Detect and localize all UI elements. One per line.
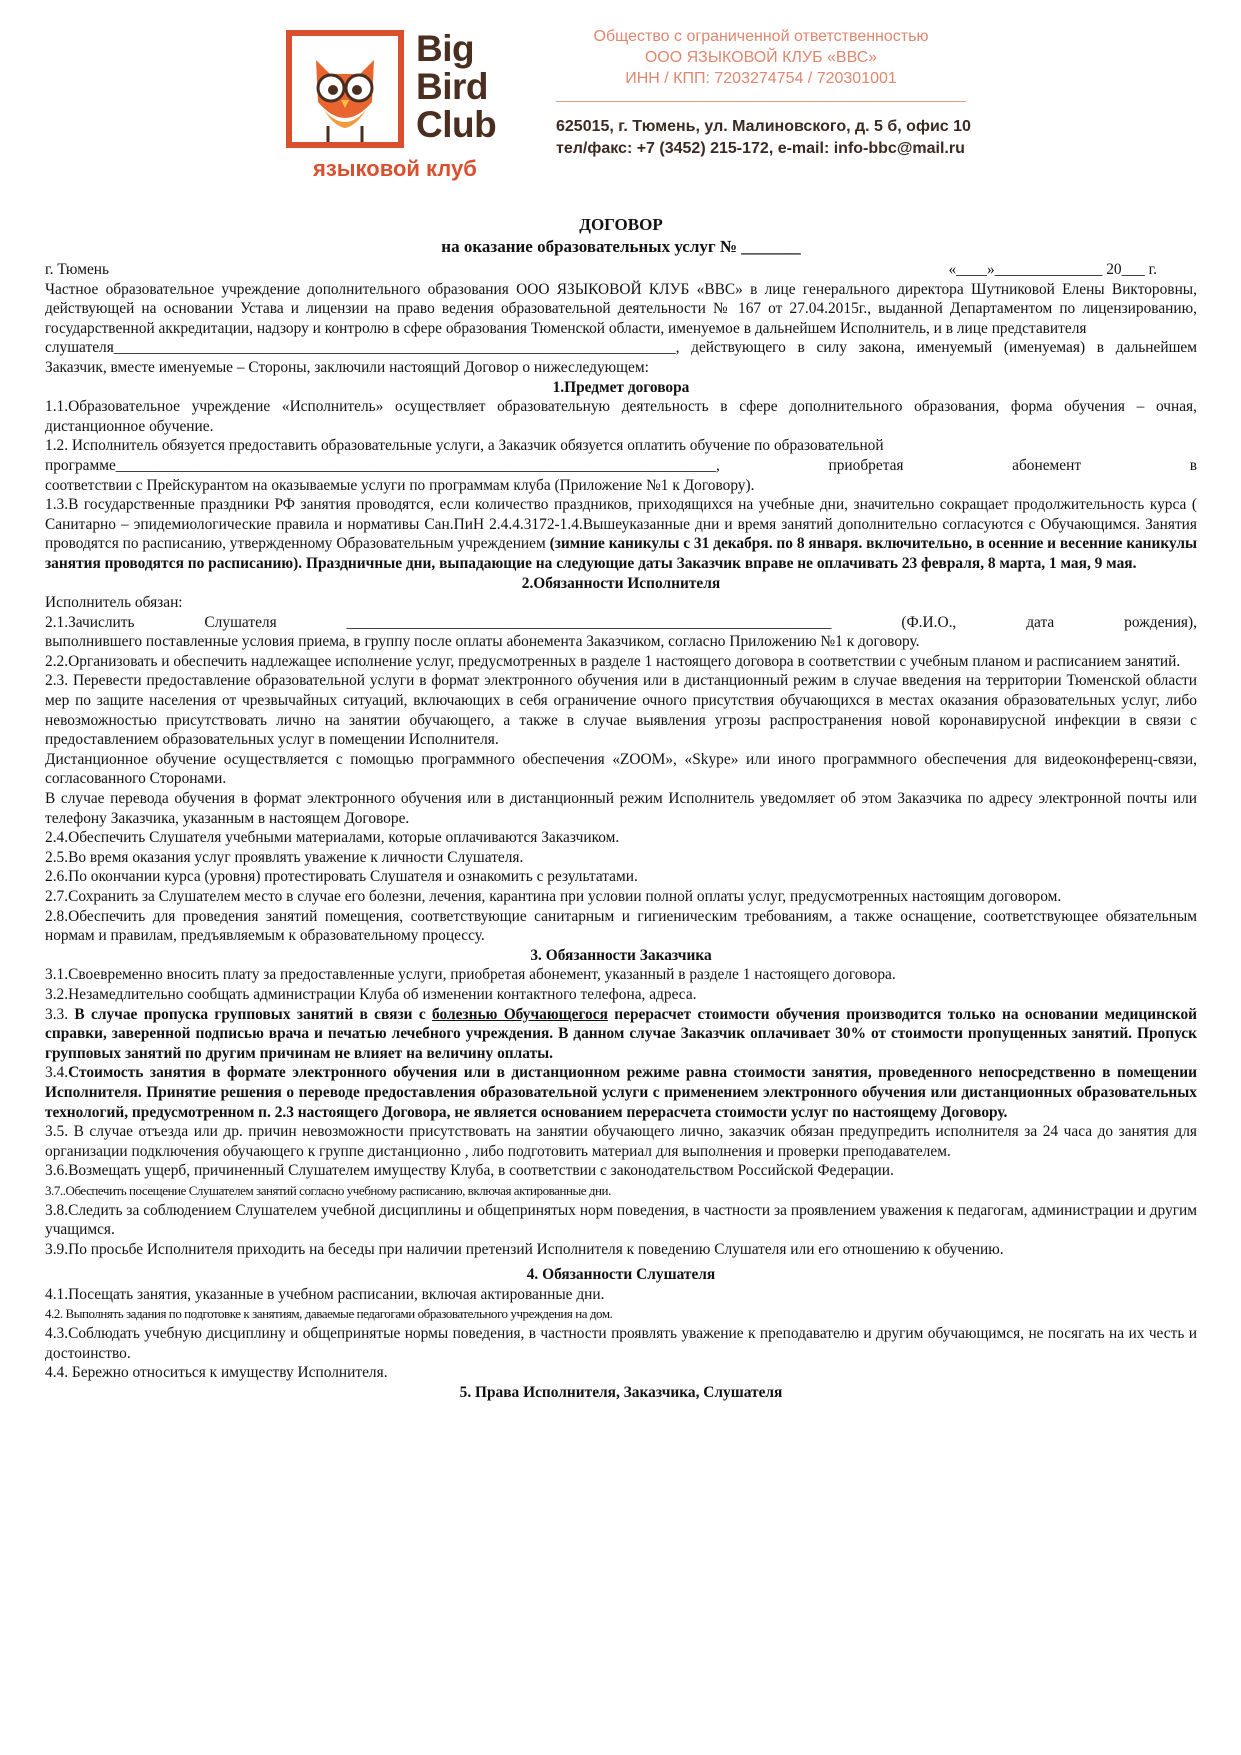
clause-2-2: 2.2.Организовать и обеспечить надлежащее исполнение услуг, предусмотренных в разделе 1 настоящего договора в соответствии с учебным планом и расписанием занятий. — [45, 652, 1181, 670]
clause-3-3 — [45, 1005, 1197, 1064]
company-logo — [286, 30, 524, 182]
letterhead-divider — [556, 101, 966, 102]
clause-2-1-continued: выполнившего поставленные условия приема, в группу после оплаты абонемента Заказчиком, согласно Приложению №1 к договору. — [45, 633, 920, 651]
section-heading: 2.Обязанности Исполнителя — [521, 574, 721, 592]
clause-3-1: 3.1.Своевременно вносить плату за предоставленные услуги, приобретая абонемент, указанный в разделе 1 настоящего договора. — [45, 966, 896, 984]
clause-1-3-bold: (зимние каникулы с 31 декабря. по 8 января. включительно, в осенние и весенние каникулы занятия проводятся по расписанию). Праздничные дни, выпадающие на следующие даты Заказчик вправе не оплачивать 23 февраля, 8 марта, 1 мая, 9 мая. — [45, 535, 1198, 572]
clause-4-3: 4.3.Соблюдать учебную дисциплину и общепринятые нормы поведения, в частности проявлять уважение к преподавателю и другим обучающимся, не посягать на их честь и достоинство. — [45, 1325, 1197, 1362]
contract-date-blank: «____»______________ 20___ г. — [948, 261, 1157, 278]
section-heading: 5. Права Исполнителя, Заказчика, Слушателя — [459, 1383, 783, 1401]
clause-word: приобретая — [828, 456, 904, 474]
clause-word: 2.1.Зачислить — [45, 613, 135, 631]
company-inn-kpp: ИНН / КПП: 7203274754 / 720301001 — [625, 70, 897, 87]
clause-3-3-text-a: В случае пропуска групповых занятий в связи с — [74, 1005, 432, 1023]
preamble-paragraph: Частное образовательное учреждение дополнительного образования ООО ЯЗЫКОВОЙ КЛУБ «ВВС» в лице генерального директора Шутниковой Елены Викторовны, действующей на основании Устава и лицензии на право ведения образовательной деятельности № 167 от 27.04.2015г., выданной Департаментом по лицензированию, государственной аккредитации, надзору и контролю в сфере образования Тюменской области, именуемое в дальнейшем Исполнитель, и в лице представителя — [45, 280, 1197, 337]
clause-4-1: 4.1.Посещать занятия, указанные в учебном расписании, включая актированные дни. — [45, 1285, 605, 1303]
city-date-row — [45, 260, 1197, 280]
section-heading: 1.Предмет договора — [552, 378, 690, 396]
logo-name-line1: Big — [416, 28, 475, 69]
clause-3-4-number: 3.4. — [45, 1064, 69, 1082]
clause-1-3 — [45, 495, 1197, 573]
clause-2-1-line — [45, 613, 1197, 633]
clause-3-8: 3.8.Следить за соблюдением Слушателем учебной дисциплины и общепринятых норм поведения, в частности за проявлением уважения к педагогам, администрации и другим учащимся. — [45, 1201, 1197, 1239]
contract-title: ДОГОВОР — [579, 215, 663, 234]
clause-4-2: 4.2. Выполнять задания по подготовке к занятиям, даваемые педагогами образовательного учреждения на дом. — [45, 1306, 613, 1322]
company-name: ООО ЯЗЫКОВОЙ КЛУБ «ВВС» — [644, 49, 878, 66]
logo-subtitle: языковой клуб — [313, 156, 477, 181]
clause-3-5: 3.5. В случае отъезда или др. причин невозможности присутствовать на занятии обучающего лично, заказчик обязан предупредить исполнителя за 24 часа до занятия для организации подключения обучающего к группе дистанционно , либо подготовить материал для выполнения и проверки преподавателем. — [45, 1123, 1197, 1160]
clause-3-2: 3.2.Незамедлительно сообщать администрации Клуба об изменении контактного телефона, адреса. — [45, 985, 697, 1003]
student-name-blank: _______________________________________________________________ — [346, 613, 832, 631]
logo-name-line3: Club — [416, 104, 497, 145]
preamble-paragraph: слушателя_________________________________________________________________________, действующего в силу закона, именуемый (именуемая) в дальнейшем Заказчик, вместе именуемые – Стороны, заключили настоящий Договор о нижеследующем: — [45, 339, 1197, 376]
owl-logo-icon — [286, 30, 404, 148]
clause-1-2-program-line — [45, 456, 1197, 476]
clause-word: дата — [1026, 613, 1055, 631]
clause-1-1: 1.1.Образовательное учреждение «Исполнитель» осуществляет образовательную деятельность в сфере дополнительного образования, форма обучения – очная, дистанционное обучение. — [45, 398, 1197, 435]
clause-word: в — [1189, 456, 1197, 474]
company-legal-form: Общество с ограниченной ответственностью — [593, 28, 929, 45]
clause-1-3-text: 1.3.В государственные праздники РФ занятия проводятся, если количество праздников, приходящихся на учебные дни, значительно сокращает продолжительность курса ( Санитарно – эпидемиологические правила и нормативы Сан.ПиН 2.4.4.3172-1.4.Вышеуказанные дни и время занятий дополнительно согласуются с Обучающимся. Занятия проводятся по расписанию, утвержденному Образовательным учреждением — [45, 496, 1197, 553]
contract-city: г. Тюмень — [45, 261, 110, 278]
section-2-intro: Исполнитель обязан: — [45, 594, 183, 612]
clause-3-9: 3.9.По просьбе Исполнителя приходить на беседы при наличии претензий Исполнителя к поведению Слушателя или его отношению к обучению. — [45, 1240, 1004, 1258]
clause-3-4-text: Стоимость занятия в формате электронного обучения или в дистанционном режиме равна стоимости занятия, проведенного непосредственно в помещении Исполнителя. Принятие решения о переводе предоставления образовательной услуги с применением электронного обучения или дистанционных образовательных технологий, предусмотренном п. 2.3 настоящего Договора, не является основанием перерасчета стоимости услуг по настоящему Договору. — [45, 1064, 1197, 1121]
contract-body — [45, 214, 1197, 1402]
clause-2-3-remote: Дистанционное обучение осуществляется с помощью программного обеспечения «ZOOM», «Skype» или иного программного обеспечения для видеоконференц-связи, согласованного Сторонами. — [45, 750, 1197, 788]
program-blank: программе______________________________________________________________________________, — [45, 456, 720, 474]
contract-subtitle: на оказание образовательных услуг № _______ — [441, 237, 801, 256]
clause-word: абонемент — [1012, 456, 1082, 474]
clause-word: рождения), — [1124, 613, 1197, 631]
clause-1-2: 1.2. Исполнитель обязуется предоставить образовательные услуги, а Заказчик обязуется оплатить обучение по образовательной — [45, 437, 884, 455]
logo-wordmark — [416, 30, 526, 144]
clause-word: (Ф.И.О., — [901, 613, 957, 631]
clause-2-3: 2.3. Перевести предоставление образовательной услуги в формат электронного обучения или в дистанционный режим в случае введения на территории Тюменской области мер по защите населения от чрезвычайных ситуаций, включающих в себя ограничение очного присутствия обучающихся в местах оказания образовательных услуг, либо невозможностью присутствовать лично на занятии обучающего, а также в случае выявления угрозы распространения новой коронавирусной инфекции в связи с предоставлением образовательных услуг в помещении Исполнителя. — [45, 672, 1197, 749]
clause-3-3-number: 3.3. — [45, 1005, 75, 1023]
clause-1-2-continued: соответствии с Прейскурантом на оказываемые услуги по программам клуба (Приложение №1 к Договору). — [45, 476, 755, 494]
clause-3-3-text-b: перерасчет стоимости обучения производится только на основании медицинской справки, заверенной подписью врача и печатью лечебного учреждения. В данном случае Заказчик оплачивает 30% от стоимости пропущенных занятий. Пропуск групповых занятий по другим причинам не влияет на величину оплаты. — [45, 1005, 1198, 1062]
clause-4-4: 4.4. Бережно относиться к имуществу Исполнителя. — [45, 1364, 388, 1382]
clause-2-6: 2.6.По окончании курса (уровня) протестировать Слушателя и ознакомить с результатами. — [45, 868, 638, 886]
clause-3-6: 3.6.Возмещать ущерб, причиненный Слушателем имуществу Клуба, в соответствии с законодательством Российской Федерации. — [45, 1162, 894, 1180]
clause-2-4: 2.4.Обеспечить Слушателя учебными материалами, которые оплачиваются Заказчиком. — [45, 829, 620, 847]
company-address: 625015, г. Тюмень, ул. Малиновского, д. 5 б, офис 10 — [556, 118, 971, 135]
clause-2-5: 2.5.Во время оказания услуг проявлять уважение к личности Слушателя. — [45, 848, 524, 866]
clause-2-8: 2.8.Обеспечить для проведения занятий помещения, соответствующие санитарным и гигиеническим требованиям, а также оснащение, соответствующее обязательным нормам и правилам, предъявляемым к образовательному процессу. — [45, 907, 1197, 945]
clause-2-7: 2.7.Сохранить за Слушателем место в случае его болезни, лечения, карантина при условии полной оплаты услуг, предусмотренных настоящим договором. — [45, 888, 1062, 905]
clause-3-3-underlined: болезнью Обучающегося — [431, 1005, 608, 1023]
logo-name-line2: Bird — [416, 66, 488, 107]
company-contacts: тел/факс: +7 (3452) 215-172, e-mail: info-bbc@mail.ru — [556, 140, 965, 157]
clause-word: Слушателя — [204, 613, 277, 631]
section-heading: 3. Обязанности Заказчика — [530, 946, 712, 964]
clause-3-4 — [45, 1063, 1197, 1122]
clause-2-3-notice: В случае перевода обучения в формат электронного обучения или в дистанционный режим Исполнитель уведомляет об этом Заказчика по адресу электронной почты или телефону Заказчика, указанным в настоящем Договоре. — [45, 790, 1197, 827]
letterhead — [0, 0, 1241, 205]
section-heading: 4. Обязанности Слушателя — [526, 1266, 716, 1284]
company-details — [556, 26, 996, 160]
clause-3-7: 3.7..Обеспечить посещение Слушателем занятий согласно учебному расписанию, включая актированные дни. — [45, 1182, 611, 1198]
